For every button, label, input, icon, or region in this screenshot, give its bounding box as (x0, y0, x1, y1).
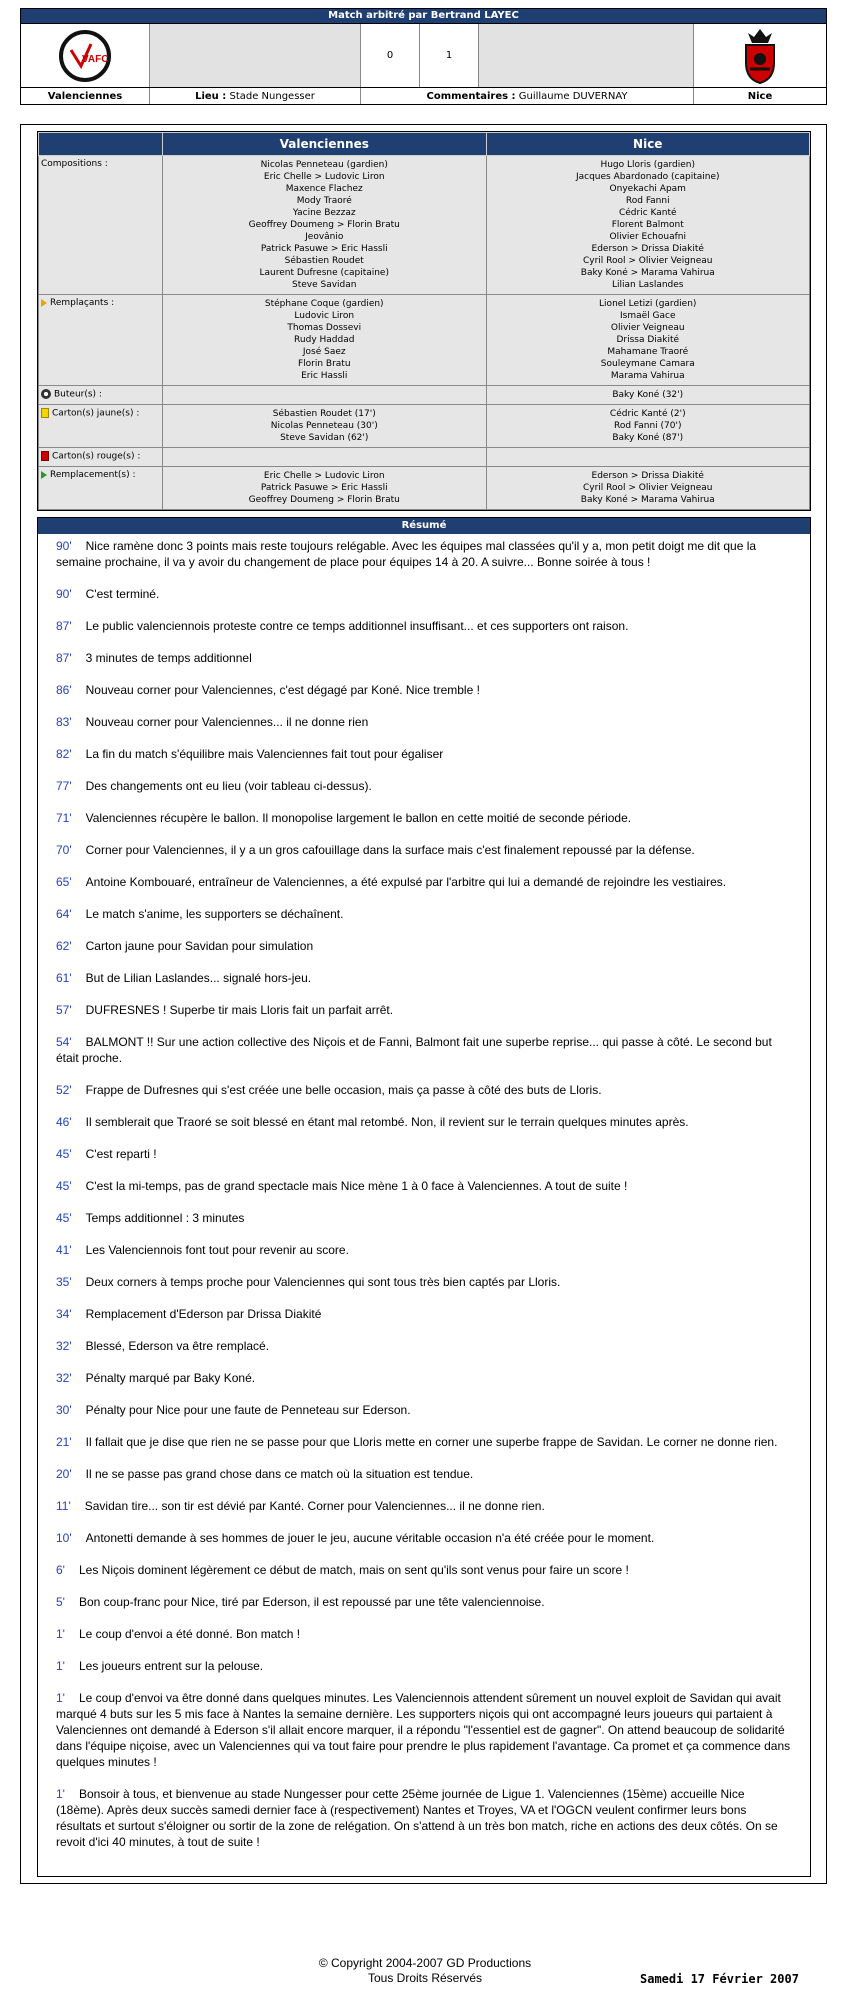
comp-cell-home (163, 405, 487, 448)
resume-title: Résumé (38, 518, 810, 534)
player-name: Patrick Pasuwe > Eric Hassli (260, 244, 388, 254)
venue (150, 88, 361, 104)
entry-minute: 46' (56, 1115, 72, 1129)
entry-text: Nouveau corner pour Valenciennes... il ne donne rien (85, 715, 369, 729)
resume-entry (56, 1242, 792, 1258)
comp-row (39, 295, 810, 386)
player-name: Ludovic Liron (294, 311, 355, 321)
resume-entry (56, 1178, 792, 1194)
match-title: Match arbitré par Bertrand LAYEC (21, 9, 826, 23)
player-name: Eric Chelle > Ludovic Liron (263, 471, 385, 481)
entry-minute: 21' (56, 1435, 72, 1449)
player-name: Drissa Diakité (616, 335, 680, 345)
entry-minute: 57' (56, 1003, 72, 1017)
player-name: Stéphane Coque (gardien) (264, 299, 384, 309)
comp-row (39, 156, 810, 295)
player-name: Florin Bratu (297, 359, 351, 369)
player-name: Lionel Letizi (gardien) (599, 299, 697, 309)
nice-logo-icon (740, 27, 780, 85)
resume-entry (56, 1658, 792, 1674)
player-name: Baky Koné > Marama Vahirua (580, 268, 715, 278)
player-name: Jeovânio (305, 232, 344, 242)
resume-entry (56, 650, 792, 666)
player-name: Rod Fanni (625, 196, 670, 206)
comp-row-label (39, 405, 163, 448)
entry-minute: 1' (56, 1627, 65, 1641)
entry-text: 3 minutes de temps additionnel (85, 651, 252, 665)
comp-row (39, 467, 810, 510)
player-name: Sébastien Roudet (284, 256, 364, 266)
resume-entry (56, 1114, 792, 1130)
entry-minute: 45' (56, 1147, 72, 1161)
player-name: Lilian Laslandes (612, 280, 684, 290)
entry-minute: 32' (56, 1371, 72, 1385)
comp-row-label (39, 467, 163, 510)
entry-text: Remplacement d'Ederson par Drissa Diakité (85, 1307, 322, 1321)
entry-minute: 1' (56, 1691, 65, 1705)
comp-row (39, 405, 810, 448)
entry-minute: 87' (56, 651, 72, 665)
player-name: Patrick Pasuwe > Eric Hassli (260, 483, 388, 493)
comp-row-label (39, 386, 163, 405)
resume-entry (56, 1690, 792, 1770)
entry-minute: 6' (56, 1563, 65, 1577)
comp-cell-away (486, 405, 810, 448)
home-score-spacer (150, 24, 361, 87)
player-name: Marama Vahirua (610, 371, 685, 381)
comp-row-label-text: Remplaçants : (50, 298, 115, 308)
resume-entry (56, 1146, 792, 1162)
resume-entry (56, 1466, 792, 1482)
resume-entry (56, 538, 792, 570)
entry-text: C'est reparti ! (85, 1147, 157, 1161)
comp-cell-away (486, 156, 810, 295)
entry-minute: 1' (56, 1659, 65, 1673)
entry-text: Il fallait que je dise que rien ne se passe pour que Lloris mette en corner une superbe frappe de Savidan. Le corner ne donne rien. (85, 1435, 778, 1449)
entry-minute: 41' (56, 1243, 72, 1257)
entry-minute: 45' (56, 1211, 72, 1225)
comp-cell-away (486, 448, 810, 467)
entry-text: Les Niçois dominent légèrement ce début de match, mais on sent qu'ils sont venus pour faire un score ! (78, 1563, 629, 1577)
resume-entry (56, 1210, 792, 1226)
entry-text: Il ne se passe pas grand chose dans ce match où la situation est tendue. (85, 1467, 474, 1481)
player-name: Steve Savidan (62') (280, 433, 369, 443)
player-name: Olivier Echouafni (609, 232, 686, 242)
player-name: Cyril Rool > Olivier Veigneau (583, 256, 713, 266)
comp-row (39, 448, 810, 467)
composition-body (39, 156, 810, 510)
resume-entry (56, 1594, 792, 1610)
player-name: Steve Savidan (292, 280, 357, 290)
entry-text: Antonetti demande à ses hommes de jouer le jeu, aucune véritable occasion n'a été créée pour le moment. (85, 1531, 655, 1545)
entry-text: Bonsoir à tous, et bienvenue au stade Nungesser pour cette 25ème journée de Ligue 1. Valenciennes (15ème) accueille Nice (18ème). Après deux succès samedi dernier face à (respectivement) Nantes et Troyes, VA et l'OGCN veulent confirmer leurs bons résultats et surtout s'éloigner ou sortir de la zone de relégation. On s'attend à un très bon match, riche en actions des deux côtés. On se revoit d'ici 40 minutes, à tout de suite ! (56, 1787, 778, 1849)
info-row (21, 87, 826, 104)
entry-text: Blessé, Ederson va être remplacé. (85, 1339, 270, 1353)
resume-entry (56, 874, 792, 890)
comp-row-label-text: Remplacement(s) : (50, 470, 136, 480)
comp-row-label (39, 295, 163, 386)
entry-text: Le coup d'envoi va être donné dans quelques minutes. Les Valenciennois attendent sûrement un nouvel exploit de Savidan qui avait marqué 4 buts sur les 5 mis face à Nantes la semaine dernière. Les supporters niçois qui ont accompagné leurs joueurs qui partaient à Valenciennes ont demandé à Ederson s'il allait encore marquer, il a répondu "l'essentiel est de gagner". On attend beaucoup de solidarité dans l'équipe niçoise, avec un Valenciennes qui va tout faire pour prendre le plus rapidement l'avantage. Ca promet et ça commence dans quelques minutes ! (56, 1691, 791, 1769)
resume-entry (56, 810, 792, 826)
score-row (21, 23, 826, 87)
home-logo-text: VAFC (82, 53, 109, 65)
resume-entry (56, 1034, 792, 1066)
comp-row-label-text: Carton(s) rouge(s) : (52, 451, 141, 462)
entry-text: Temps additionnel : 3 minutes (85, 1211, 245, 1225)
entry-minute: 35' (56, 1275, 72, 1289)
resume-entry (56, 1274, 792, 1290)
composition-table (37, 131, 811, 511)
entry-minute: 77' (56, 779, 72, 793)
entry-text: Il semblerait que Traoré se soit blessé en étant mal retombé. Non, il revient sur le terrain quelques minutes après. (85, 1115, 689, 1129)
entry-minute: 61' (56, 971, 72, 985)
comp-row-label (39, 448, 163, 467)
rights: Tous Droits Réservés (367, 1971, 483, 1985)
comments-label: Commentaires : (426, 90, 516, 102)
player-name: Cédric Kanté (618, 208, 677, 218)
comp-cell-home (163, 467, 487, 510)
comp-cell-away (486, 467, 810, 510)
entry-minute: 34' (56, 1307, 72, 1321)
entry-minute: 62' (56, 939, 72, 953)
entry-text: Frappe de Dufresnes qui s'est créée une belle occasion, mais ça passe à côté des buts de Lloris. (85, 1083, 602, 1097)
comp-row-label-text: Buteur(s) : (54, 389, 102, 400)
player-name: Baky Koné > Marama Vahirua (580, 495, 715, 505)
resume-entry (56, 1306, 792, 1322)
entry-minute: 83' (56, 715, 72, 729)
resume-entry (56, 1082, 792, 1098)
player-name: Eric Hassli (301, 371, 348, 381)
comp-cell-away (486, 386, 810, 405)
player-name: Nicolas Penneteau (gardien) (260, 160, 388, 170)
comp-header-home: Valenciennes (163, 133, 487, 156)
entry-text: Le coup d'envoi a été donné. Bon match ! (78, 1627, 301, 1641)
home-logo (21, 24, 150, 87)
player-name: Mody Traoré (296, 196, 352, 206)
resume-entry (56, 586, 792, 602)
entry-minute: 54' (56, 1035, 72, 1049)
player-name: Onyekachi Apam (609, 184, 686, 194)
entry-text: Valenciennes récupère le ballon. Il monopolise largement le ballon en cette moitié de seconde période. (85, 811, 632, 825)
comp-cell-home (163, 295, 487, 386)
entry-text: Le match s'anime, les supporters se déchaînent. (85, 907, 344, 921)
comp-cell-home (163, 156, 487, 295)
entry-text: Le public valenciennois proteste contre ce temps additionnel insuffisant... et ces supporters ont raison. (85, 619, 629, 633)
comp-header-away: Nice (486, 133, 810, 156)
entry-minute: 52' (56, 1083, 72, 1097)
entry-text: Savidan tire... son tir est dévié par Kanté. Corner pour Valenciennes... il ne donne rien. (84, 1499, 545, 1513)
comments (361, 88, 694, 104)
entry-text: C'est la mi-temps, pas de grand spectacle mais Nice mène 1 à 0 face à Valenciennes. A tout de suite ! (85, 1179, 628, 1193)
player-name: Baky Koné (32') (612, 390, 684, 400)
entry-minute: 10' (56, 1531, 72, 1545)
comp-row-label (39, 156, 163, 295)
player-name: Ismaël Gace (620, 311, 676, 321)
copyright: © Copyright 2004-2007 GD Productions (318, 1956, 532, 1970)
resume-entry (56, 1338, 792, 1354)
entry-minute: 64' (56, 907, 72, 921)
red-card-icon (41, 451, 49, 461)
away-logo (694, 24, 826, 87)
entry-text: Les joueurs entrent sur la pelouse. (78, 1659, 264, 1673)
match-header (20, 8, 827, 105)
resume-entry (56, 682, 792, 698)
player-name: Baky Koné (87') (612, 433, 684, 443)
date: Samedi 17 Février 2007 (640, 1972, 799, 1986)
home-team-name: Valenciennes (21, 88, 150, 104)
away-team-name: Nice (747, 90, 773, 102)
player-name: Eric Chelle > Ludovic Liron (263, 172, 385, 182)
resume-entry (56, 842, 792, 858)
player-name: Sébastien Roudet (17') (272, 409, 376, 419)
entry-minute: 11' (56, 1499, 71, 1513)
entry-text: Bon coup-franc pour Nice, tiré par Ederson, il est repoussé par une tête valenciennoise. (78, 1595, 545, 1609)
yellow-card-icon (41, 408, 49, 418)
resume-entry (56, 1370, 792, 1386)
comp-header-blank (39, 133, 163, 156)
entry-text: Deux corners à temps proche pour Valenciennes qui sont tous très bien captés par Lloris. (85, 1275, 561, 1289)
player-name: Cyril Rool > Olivier Veigneau (583, 483, 713, 493)
comments-value: Guillaume DUVERNAY (518, 90, 628, 102)
entry-minute: 5' (56, 1595, 65, 1609)
player-name: Maxence Flachez (285, 184, 363, 194)
away-score-spacer (479, 24, 694, 87)
entry-minute: 45' (56, 1179, 72, 1193)
entry-minute: 90' (56, 539, 72, 553)
player-name: Laurent Dufresne (capitaine) (259, 268, 389, 278)
entry-minute: 20' (56, 1467, 72, 1481)
player-name: Yacine Bezzaz (292, 208, 356, 218)
entry-text: Les Valenciennois font tout pour revenir au score. (85, 1243, 349, 1257)
entry-minute: 65' (56, 875, 72, 889)
player-name: Geoffrey Doumeng > Florin Bratu (248, 495, 400, 505)
valenciennes-logo-icon (55, 26, 115, 86)
comp-row-label-text: Carton(s) jaune(s) : (52, 408, 140, 419)
entry-text: Pénalty pour Nice pour une faute de Penneteau sur Ederson. (85, 1403, 411, 1417)
player-name: Hugo Lloris (gardien) (600, 160, 696, 170)
entry-minute: 82' (56, 747, 72, 761)
entry-minute: 32' (56, 1339, 72, 1353)
entry-minute: 86' (56, 683, 72, 697)
arrow-right-icon (41, 299, 47, 307)
entry-text: DUFRESNES ! Superbe tir mais Lloris fait un parfait arrêt. (85, 1003, 394, 1017)
entry-text: La fin du match s'équilibre mais Valenciennes fait tout pour égaliser (85, 747, 444, 761)
ball-icon (41, 389, 51, 399)
player-name: Souleymane Camara (600, 359, 695, 369)
resume-entries (38, 534, 810, 1876)
player-name: Mahamane Traoré (607, 347, 689, 357)
player-name: Olivier Veigneau (610, 323, 685, 333)
comp-cell-away (486, 295, 810, 386)
away-score: 1 (420, 24, 479, 87)
entry-minute: 87' (56, 619, 72, 633)
player-name: José Saez (302, 347, 346, 357)
player-name: Rod Fanni (70') (613, 421, 682, 431)
entry-text: Antoine Kombouaré, entraîneur de Valenciennes, a été expulsé par l'arbitre qui lui a demandé de rejoindre les vestiaires. (85, 875, 727, 889)
player-name: Thomas Dossevi (287, 323, 362, 333)
resume-entry (56, 778, 792, 794)
player-name: Florent Balmont (611, 220, 684, 230)
entry-minute: 30' (56, 1403, 72, 1417)
comp-cell-home (163, 386, 487, 405)
entry-text: Corner pour Valenciennes, il y a un gros cafouillage dans la surface mais c'est finalement repoussé par la défense. (85, 843, 695, 857)
entry-minute: 70' (56, 843, 72, 857)
entry-text: BALMONT !! Sur une action collective des Niçois et de Fanni, Balmont fait une superbe reprise... qui passe à côté. Le second but était proche. (56, 1035, 772, 1065)
comp-row-label-text: Compositions : (41, 159, 108, 169)
player-name: Cédric Kanté (2') (609, 409, 686, 419)
entry-text: But de Lilian Laslandes... signalé hors-jeu. (85, 971, 312, 985)
venue-label: Lieu : (195, 90, 227, 102)
entry-text: Pénalty marqué par Baky Koné. (85, 1371, 256, 1385)
resume-entry (56, 1626, 792, 1642)
player-name: Ederson > Drissa Diakité (591, 244, 704, 254)
player-name: Geoffrey Doumeng > Florin Bratu (248, 220, 400, 230)
resume-entry (56, 714, 792, 730)
footer (300, 1956, 550, 1986)
comp-cell-home (163, 448, 487, 467)
player-name: Rudy Haddad (294, 335, 355, 345)
venue-value: Stade Nungesser (229, 90, 315, 102)
resume-entry (56, 746, 792, 762)
resume-entry (56, 906, 792, 922)
resume-entry (56, 970, 792, 986)
entry-minute: 71' (56, 811, 72, 825)
entry-minute: 90' (56, 587, 72, 601)
resume-entry (56, 1786, 792, 1850)
resume-entry (56, 1562, 792, 1578)
resume-entry (56, 618, 792, 634)
entry-text: Nice ramène donc 3 points mais reste toujours relégable. Avec les équipes mal classées qu'il y a, mon petit doigt me dit que la semaine prochaine, il va y avoir du changement de place pour équipes 14 à 20. A suivre... Bonne soirée à tous ! (56, 539, 757, 569)
home-score: 0 (361, 24, 420, 87)
substitution-icon (41, 471, 47, 479)
entry-text: Carton jaune pour Savidan pour simulation (85, 939, 314, 953)
resume-section (37, 517, 811, 1877)
entry-text: Des changements ont eu lieu (voir tableau ci-dessus). (85, 779, 372, 793)
player-name: Jacques Abardonado (capitaine) (575, 172, 720, 182)
resume-entry (56, 1002, 792, 1018)
player-name: Ederson > Drissa Diakité (591, 471, 704, 481)
resume-entry (56, 1498, 792, 1514)
entry-minute: 1' (56, 1787, 65, 1801)
resume-entry (56, 1434, 792, 1450)
resume-entry (56, 1530, 792, 1546)
resume-entry (56, 938, 792, 954)
entry-text: C'est terminé. (85, 587, 160, 601)
resume-entry (56, 1402, 792, 1418)
entry-text: Nouveau corner pour Valenciennes, c'est dégagé par Koné. Nice tremble ! (85, 683, 480, 697)
player-name: Nicolas Penneteau (30') (270, 421, 378, 431)
comp-row (39, 386, 810, 405)
main-panel (20, 124, 827, 1884)
